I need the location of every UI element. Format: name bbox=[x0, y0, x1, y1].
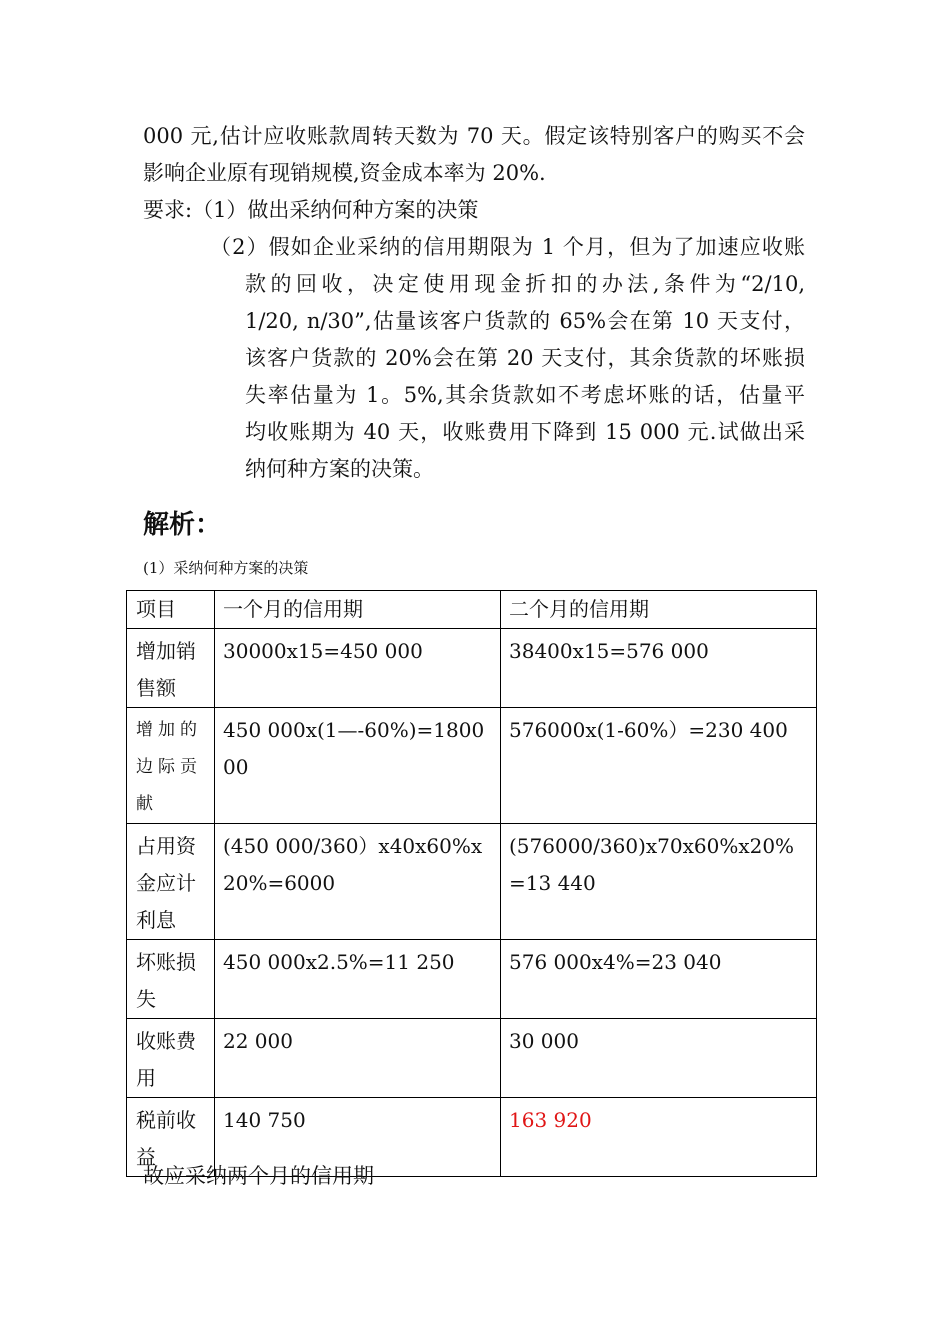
table-caption: (1）采纳何种方案的决策 bbox=[143, 559, 309, 577]
requirement-1: 要求:（1）做出采纳何种方案的决策 bbox=[143, 198, 479, 222]
row-two-month: 30 000 bbox=[501, 1019, 817, 1098]
row-item: 税前收益 bbox=[127, 1098, 215, 1177]
requirement-2-line-3: 1/20, n/30”,估量该客户货款的 65%会在第 10 天支付， bbox=[245, 309, 805, 333]
requirement-2-line-5: 失率估量为 1。5%,其余货款如不考虑坏账的话，估量平 bbox=[245, 383, 805, 407]
row-two-month-highlight: 163 920 bbox=[501, 1098, 817, 1177]
table-row bbox=[127, 708, 817, 824]
row-one-month: (450 000/360）x40x60%x20%=6000 bbox=[215, 824, 501, 940]
table-header-row bbox=[127, 591, 817, 629]
row-item: 收账费用 bbox=[127, 1019, 215, 1098]
header-one-month: 一个月的信用期 bbox=[215, 591, 501, 629]
row-item: 增加的边际贡献 bbox=[127, 708, 215, 824]
problem-line-1: 000 元,估计应收账款周转天数为 70 天。假定该特别客户的购买不会 bbox=[143, 124, 805, 148]
row-item: 坏账损失 bbox=[127, 940, 215, 1019]
row-item: 增加销售额 bbox=[127, 629, 215, 708]
table-row bbox=[127, 629, 817, 708]
requirement-2-line-7: 纳何种方案的决策。 bbox=[245, 457, 434, 481]
table-row bbox=[127, 1019, 817, 1098]
row-two-month: 38400x15=576 000 bbox=[501, 629, 817, 708]
analysis-heading: 解析： bbox=[143, 510, 222, 540]
row-two-month: (576000/360)x70x60%x20%=13 440 bbox=[501, 824, 817, 940]
row-item: 占用资金应计利息 bbox=[127, 824, 215, 940]
row-one-month: 30000x15=450 000 bbox=[215, 629, 501, 708]
table-row bbox=[127, 940, 817, 1019]
requirement-2-line-2: 款的回收，决定使用现金折扣的办法,条件为“2/10, bbox=[245, 272, 805, 296]
decision-table bbox=[126, 590, 817, 1177]
problem-line-2: 影响企业原有现销规模,资金成本率为 20%. bbox=[143, 161, 546, 185]
header-two-month: 二个月的信用期 bbox=[501, 591, 817, 629]
requirement-2-line-4: 该客户货款的 20%会在第 20 天支付，其余货款的坏账损 bbox=[245, 346, 805, 370]
row-one-month: 22 000 bbox=[215, 1019, 501, 1098]
row-one-month: 450 000x2.5%=11 250 bbox=[215, 940, 501, 1019]
table-row bbox=[127, 824, 817, 940]
requirement-2-line-6: 均收账期为 40 天，收账费用下降到 15 000 元.试做出采 bbox=[245, 420, 805, 444]
header-item: 项目 bbox=[127, 591, 215, 629]
row-one-month: 140 750 bbox=[215, 1098, 501, 1177]
row-two-month: 576000x(1-60%）=230 400 bbox=[501, 708, 817, 824]
row-one-month: 450 000x(1—-60%)=180000 bbox=[215, 708, 501, 824]
row-two-month: 576 000x4%=23 040 bbox=[501, 940, 817, 1019]
conclusion: 故应采纳两个月的信用期 bbox=[143, 1164, 374, 1188]
requirement-2-line-1: （2）假如企业采纳的信用期限为 1 个月，但为了加速应收账 bbox=[210, 235, 805, 259]
